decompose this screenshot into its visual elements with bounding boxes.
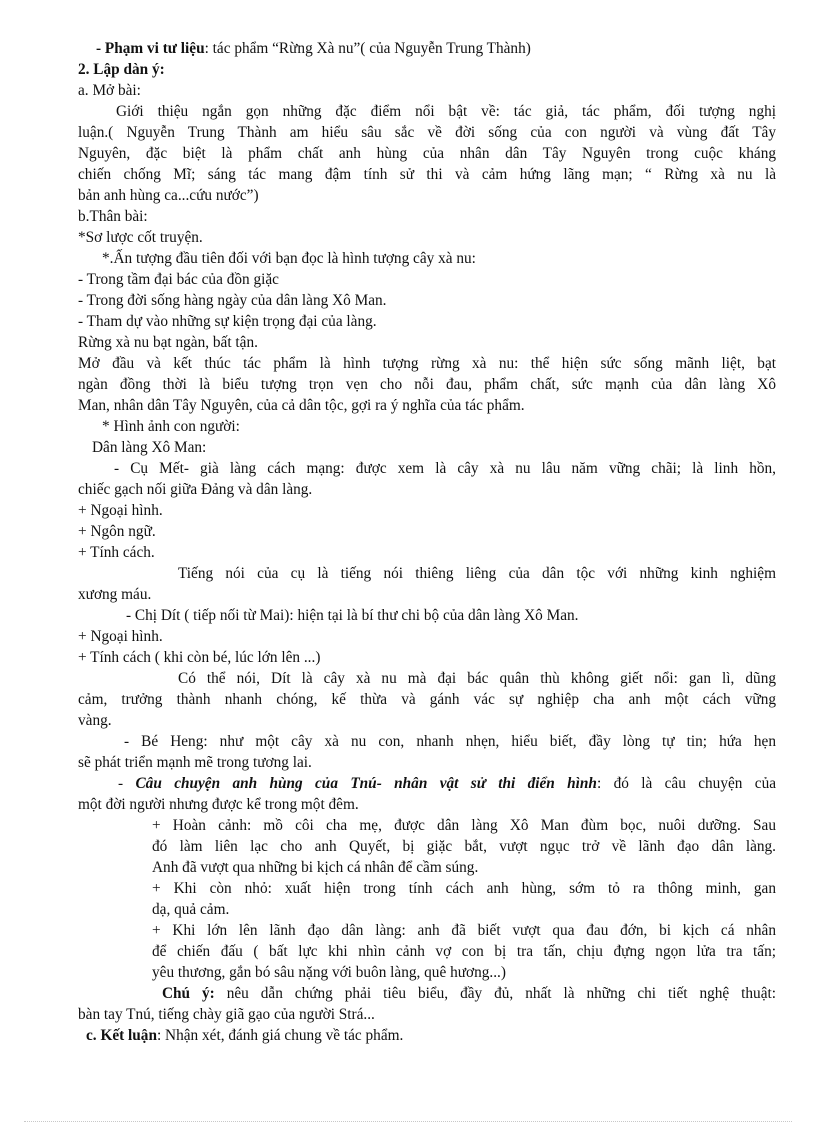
conclusion-label: c. Kết luận bbox=[86, 1027, 157, 1044]
heng-line-2: sẽ phát triển mạnh mẽ trong tương lai. bbox=[78, 754, 312, 771]
tnu-circumstance-line-1: + Hoàn cảnh: mồ côi cha mẹ, được dân làng Xô Man đùm bọc, nuôi dưỡng. Sau bbox=[152, 817, 776, 834]
cu-met-voice-line-1: Tiếng nói của cụ là tiếng nói thiêng liêng của dân tộc với những kinh nghiệm bbox=[178, 565, 776, 582]
note-text: nêu dẫn chứng phải tiêu biểu, đầy đủ, nhất là những chi tiết nghệ thuật: bbox=[214, 985, 776, 1002]
tnu-story-text: : đó là câu chuyện của bbox=[596, 775, 776, 792]
intro-line-2: luận.( Nguyễn Trung Thành am hiểu sâu sắc về đời sống của con người và vùng đất Tây bbox=[78, 124, 776, 141]
tnu-story-line-1 bbox=[118, 773, 776, 794]
forest-para-line-1: Mở đầu và kết thúc tác phẩm là hình tượng rừng xà nu: thể hiện sức sống mãnh liệt, bạt bbox=[78, 355, 776, 372]
dit-para-line-3: vàng. bbox=[78, 712, 112, 729]
scope-label: - Phạm vi tư liệu bbox=[96, 40, 205, 57]
list-item: - Trong tầm đại bác của đồn giặc bbox=[78, 271, 279, 288]
people-heading: * Hình ảnh con người: bbox=[102, 418, 240, 435]
tnu-leader-line-2: để chiến đấu ( bất lực khi nhìn cảnh vợ con bị tra tấn, chịu đựng ngọn lửa tra tấn; bbox=[152, 943, 776, 960]
heading-body: b.Thân bài: bbox=[78, 208, 148, 225]
tnu-story-title: Câu chuyện anh hùng của Tnú- nhân vật sử thi điển hình bbox=[135, 775, 597, 792]
note-line-1 bbox=[162, 983, 776, 1004]
list-item: - Tham dự vào những sự kiện trọng đại của làng. bbox=[78, 313, 377, 330]
plot-summary: *Sơ lược cốt truyện. bbox=[78, 229, 203, 246]
tnu-circumstance-line-2: đó làm liên lạc cho anh Quyết, bị giặc bắt, vượt ngục trở về lãnh đạo dân làng. bbox=[152, 838, 776, 855]
chi-dit-line: - Chị Dít ( tiếp nối từ Mai): hiện tại là bí thư chi bộ của dân làng Xô Man. bbox=[126, 607, 579, 624]
dit-para-line-1: Có thể nói, Dít là cây xà nu mà đại bác quân thù không giết nổi: gan lì, dũng bbox=[178, 670, 776, 687]
list-item: + Ngoại hình. bbox=[78, 502, 163, 519]
intro-line-5: bản anh hùng ca...cứu nước”) bbox=[78, 187, 259, 204]
list-item: - Trong đời sống hàng ngày của dân làng Xô Man. bbox=[78, 292, 387, 309]
tnu-leader-line-1: + Khi lớn lên lãnh đạo dân làng: anh đã biết vượt qua đau đớn, bi kịch cá nhân bbox=[152, 922, 776, 939]
heading-outline-text: 2. Lập dàn ý: bbox=[78, 61, 165, 78]
tnu-dash: - bbox=[118, 775, 136, 792]
tree-impression: *.Ấn tượng đầu tiên đối với bạn đọc là hình tượng cây xà nu: bbox=[102, 250, 476, 267]
tnu-circumstance-line-3: Anh đã vượt qua những bi kịch cá nhân để cầm súng. bbox=[152, 859, 479, 876]
conclusion-line bbox=[86, 1025, 776, 1046]
forest-para-line-2: ngàn đồng thời là biểu tượng trọn vẹn cho nỗi đau, phẩm chất, sức mạnh của dân làng Xô bbox=[78, 376, 776, 393]
cu-met-voice-line-2: xương máu. bbox=[78, 586, 152, 603]
note-line-2: bàn tay Tnú, tiếng chày giã gạo của người Strá... bbox=[78, 1006, 375, 1023]
cu-met-line-1: - Cụ Mết- già làng cách mạng: được xem là cây xà nu lâu năm vững chãi; là linh hồn, bbox=[114, 460, 776, 477]
note-label: Chú ý: bbox=[162, 985, 215, 1002]
scope-text: : tác phẩm “Rừng Xà nu”( của Nguyễn Trung Thành) bbox=[204, 40, 531, 57]
intro-line-1: Giới thiệu ngắn gọn những đặc điểm nổi bật về: tác giả, tác phẩm, đối tượng nghị bbox=[116, 103, 776, 120]
list-item: + Ngôn ngữ. bbox=[78, 523, 156, 540]
tnu-story-line-2: một đời người nhưng được kể trong một đêm. bbox=[78, 796, 359, 813]
heading-intro: a. Mở bài: bbox=[78, 82, 141, 99]
list-item: + Tính cách ( khi còn bé, lúc lớn lên ...) bbox=[78, 649, 321, 666]
page-bottom-divider bbox=[24, 1121, 792, 1122]
tnu-childhood-line-2: dạ, quả cảm. bbox=[152, 901, 230, 918]
intro-line-3: Nguyên, đặc biệt là phẩm chất anh hùng của nhân dân Tây Nguyên trong cuộc kháng bbox=[78, 145, 776, 162]
conclusion-text: : Nhận xét, đánh giá chung về tác phẩm. bbox=[156, 1027, 404, 1044]
tnu-leader-line-3: yêu thương, gắn bó sâu nặng với buôn làng, quê hương...) bbox=[152, 964, 506, 981]
heading-outline bbox=[78, 59, 776, 80]
forest-line: Rừng xà nu bạt ngàn, bất tận. bbox=[78, 334, 258, 351]
cu-met-line-2: chiếc gạch nối giữa Đảng và dân làng. bbox=[78, 481, 313, 498]
list-item: + Tính cách. bbox=[78, 544, 155, 561]
villagers-heading: Dân làng Xô Man: bbox=[92, 439, 207, 456]
dit-para-line-2: cảm, trưởng thành nhanh chóng, kế thừa và gánh vác sự nghiệp cha anh một cách vững bbox=[78, 691, 776, 708]
heng-line-1: - Bé Heng: như một cây xà nu con, nhanh nhẹn, hiểu biết, đầy lòng tự tin; hứa hẹn bbox=[124, 733, 776, 750]
tnu-childhood-line-1: + Khi còn nhỏ: xuất hiện trong tính cách anh hùng, sớm tỏ ra thông minh, gan bbox=[152, 880, 776, 897]
line-scope-of-material bbox=[96, 38, 776, 59]
intro-line-4: chiến chống Mĩ; sáng tác mang đậm tính sử thi và cảm hứng lãng mạn; “ Rừng xà nu là bbox=[78, 166, 776, 183]
list-item: + Ngoại hình. bbox=[78, 628, 163, 645]
forest-para-line-3: Man, nhân dân Tây Nguyên, của cả dân tộc, gợi ra ý nghĩa của tác phẩm. bbox=[78, 397, 525, 414]
